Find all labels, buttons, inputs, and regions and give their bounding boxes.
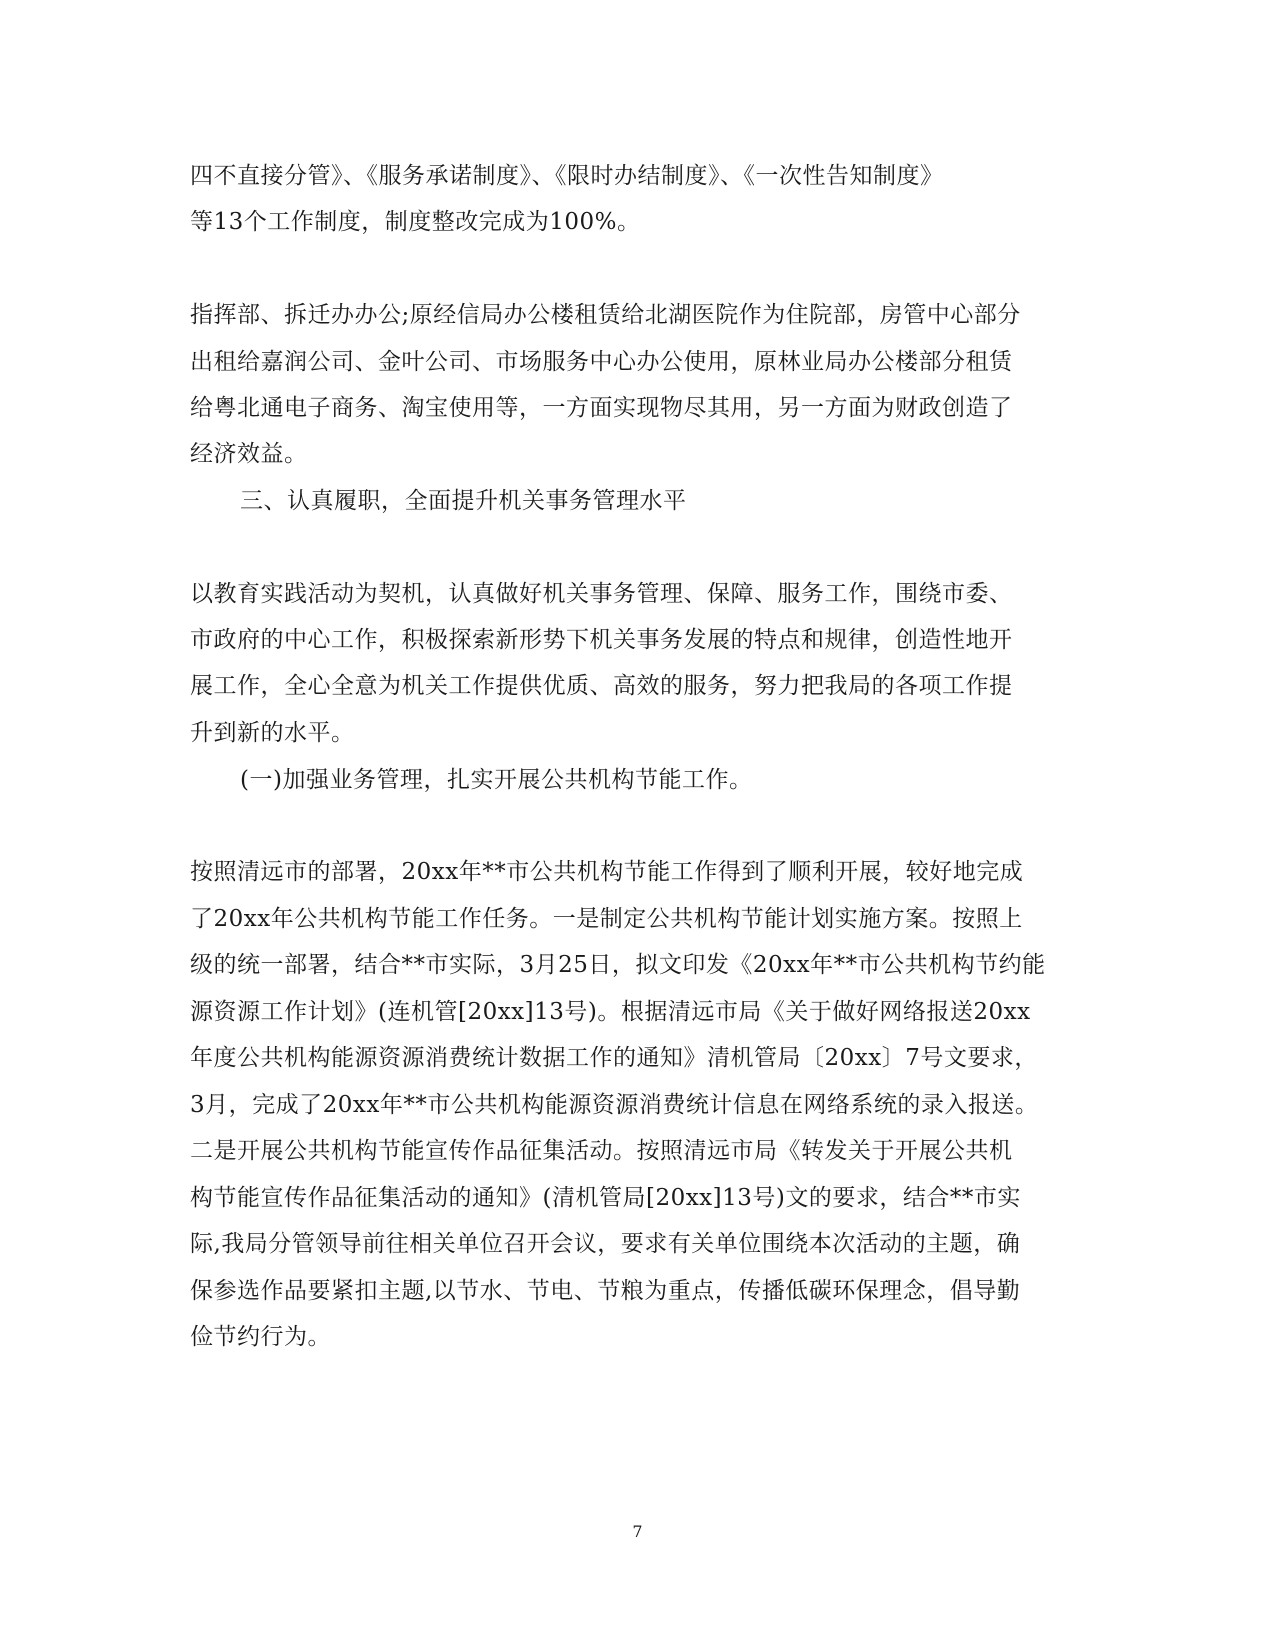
text-line: 构节能宣传作品征集活动的通知》(清机管局[20xx]13号)文的要求，结合**市实 <box>190 1185 1021 1211</box>
section-heading: 三、认真履职，全面提升机关事务管理水平 <box>240 488 687 514</box>
page-number: 7 <box>632 1522 643 1541</box>
text-line: 3月，完成了20xx年**市公共机构能源资源消费统计信息在网络系统的录入报送。 <box>190 1092 1039 1118</box>
text-line: 年度公共机构能源资源消费统计数据工作的通知》清机管局〔20xx〕7号文要求， <box>190 1045 1038 1071</box>
text-line: 际,我局分管领导前往相关单位召开会议，要求有关单位围绕本次活动的主题，确 <box>190 1231 1021 1257</box>
text-line: 以教育实践活动为契机，认真做好机关事务管理、保障、服务工作，围绕市委、 <box>190 581 1013 607</box>
text-line: 指挥部、拆迁办办公;原经信局办公楼租赁给北湖医院作为住院部，房管中心部分 <box>190 302 1021 328</box>
text-line: 了20xx年公共机构节能工作任务。一是制定公共机构节能计划实施方案。按照上 <box>190 906 1023 932</box>
subsection-heading: (一)加强业务管理，扎实开展公共机构节能工作。 <box>240 767 753 793</box>
text-line: 级的统一部署，结合**市实际，3月25日，拟文印发《20xx年**市公共机构节约能 <box>190 952 1046 978</box>
text-line: 给粤北通电子商务、淘宝使用等，一方面实现物尽其用，另一方面为财政创造了 <box>190 395 1013 421</box>
text-line: 俭节约行为。 <box>190 1324 331 1350</box>
text-line: 升到新的水平。 <box>190 720 355 746</box>
text-line: 四不直接分管》、《服务承诺制度》、《限时办结制度》、《一次性告知制度》 <box>190 163 944 189</box>
text-line: 保参选作品要紧扣主题,以节水、节电、节粮为重点，传播低碳环保理念，倡导勤 <box>190 1278 1021 1304</box>
text-line: 展工作，全心全意为机关工作提供优质、高效的服务，努力把我局的各项工作提 <box>190 673 1013 699</box>
text-line: 源资源工作计划》(连机管[20xx]13号)。根据清远市局《关于做好网络报送20xx <box>190 999 1031 1025</box>
text-line: 市政府的中心工作，积极探索新形势下机关事务发展的特点和规律，创造性地开 <box>190 627 1013 653</box>
text-line: 二是开展公共机构节能宣传作品征集活动。按照清远市局《转发关于开展公共机 <box>190 1138 1013 1164</box>
text-line: 经济效益。 <box>190 441 308 467</box>
text-line: 出租给嘉润公司、金叶公司、市场服务中心办公使用，原林业局办公楼部分租赁 <box>190 349 1013 375</box>
text-line: 等13个工作制度，制度整改完成为100%。 <box>190 209 641 235</box>
text-line: 按照清远市的部署，20xx年**市公共机构节能工作得到了顺利开展，较好地完成 <box>190 859 1024 885</box>
